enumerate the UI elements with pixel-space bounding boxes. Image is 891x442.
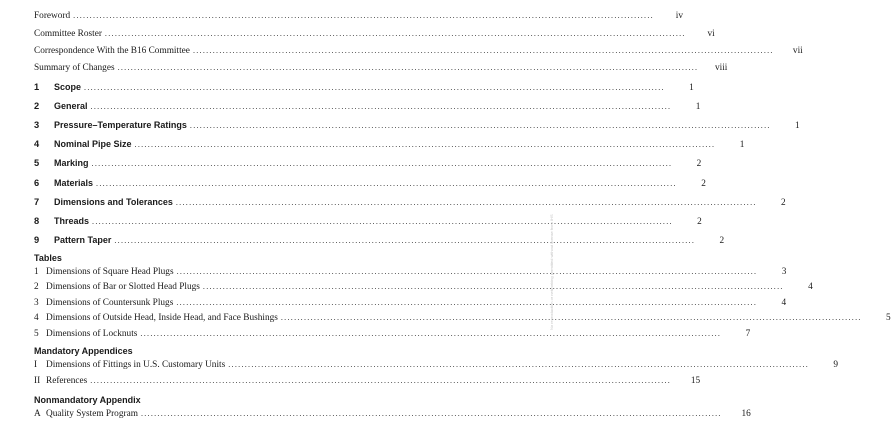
toc-entry-title: Nominal Pipe Size (54, 139, 132, 149)
toc-entry[interactable] (34, 196, 786, 209)
toc-entry-page: 4 (781, 298, 787, 308)
toc-entry-page: iv (675, 11, 683, 21)
toc-entry-number: 5 (34, 329, 39, 339)
toc-entry-page: 2 (697, 217, 702, 227)
toc-entry-title: Dimensions of Fittings in U.S. Customary Units (46, 360, 226, 370)
toc-entry-number: 5 (34, 158, 40, 168)
dot-leader (176, 297, 757, 309)
toc-entry-number: 7 (34, 197, 40, 207)
toc-entry-page: 15 (690, 376, 701, 386)
dot-leader (92, 216, 673, 228)
dot-leader (193, 45, 774, 57)
toc-entry[interactable] (34, 215, 702, 228)
toc-entry-title: Materials (54, 178, 94, 188)
toc-entry[interactable] (34, 119, 800, 132)
dot-leader (203, 281, 784, 293)
toc-entry-title: Quality System Program (46, 409, 138, 419)
toc-entry[interactable] (34, 312, 891, 324)
toc-entry[interactable] (34, 157, 702, 170)
toc-entry-title: Dimensions of Countersunk Plugs (46, 298, 174, 308)
toc-entry[interactable] (34, 138, 745, 151)
toc-entry-page: 16 (741, 409, 751, 419)
dot-leader (91, 101, 672, 113)
toc-entry-page: 3 (781, 267, 787, 277)
toc-entry-title: References (46, 376, 88, 386)
toc-entry-title: Dimensions of Locknuts (46, 329, 138, 339)
dot-leader (176, 197, 757, 209)
toc-entry-title: Dimensions of Outside Head, Inside Head, and Face Bushings (46, 313, 278, 323)
toc-entry-page: 1 (689, 83, 694, 93)
dot-leader (135, 139, 716, 151)
toc-entry[interactable] (34, 62, 728, 74)
toc-entry-number: 2 (34, 282, 39, 292)
mandatory-appendices-heading: Mandatory Appendices (34, 346, 133, 356)
toc-entry-page: 7 (745, 329, 751, 339)
toc-entry-title: Pressure–Temperature Ratings (54, 120, 187, 130)
dot-leader (114, 235, 695, 247)
toc-entry-title: Summary of Changes (34, 63, 115, 73)
toc-entry-title: Correspondence With the B16 Committee (34, 46, 190, 56)
toc-entry-page: 1 (695, 102, 701, 112)
toc-entry[interactable] (34, 266, 787, 278)
toc-entry-page: 4 (808, 282, 813, 292)
toc-entry-number: I (34, 360, 38, 370)
toc-entry-number: II (34, 376, 41, 386)
toc-entry[interactable] (34, 408, 751, 420)
toc-entry-number: 1 (34, 82, 40, 92)
toc-entry-title: Dimensions of Square Head Plugs (46, 267, 174, 277)
dot-leader (177, 266, 758, 278)
toc-entry-number: 8 (34, 216, 40, 226)
toc-entry-page: viii (714, 63, 728, 73)
toc-entry[interactable] (34, 375, 701, 387)
toc-entry-title: Dimensions of Bar or Slotted Head Plugs (46, 282, 200, 292)
dot-leader (90, 375, 671, 387)
dot-leader (140, 328, 721, 340)
toc-entry[interactable] (34, 234, 725, 247)
toc-entry[interactable] (34, 328, 751, 340)
toc-entry-number: 4 (34, 139, 40, 149)
toc-entry-page: 2 (781, 198, 786, 208)
toc-entry-page: 2 (719, 236, 725, 246)
side-watermark: No reproduction or networking permitted without license from IHS (549, 214, 554, 330)
dot-leader (96, 178, 677, 190)
toc-entry-page: 2 (701, 179, 706, 189)
toc-entry[interactable] (34, 81, 694, 94)
toc-entry-title: Dimensions and Tolerances (54, 197, 173, 207)
tables-heading: Tables (34, 253, 62, 263)
nonmandatory-appendix-heading: Nonmandatory Appendix (34, 395, 141, 405)
toc-entry-number: A (34, 409, 41, 419)
dot-leader (141, 408, 722, 420)
dot-leader (281, 312, 862, 324)
toc-entry-page: 1 (739, 140, 745, 150)
toc-entry-title: Committee Roster (34, 29, 102, 39)
toc-entry-number: 1 (34, 267, 39, 277)
toc-entry-page: 2 (696, 159, 702, 169)
toc-entry[interactable] (34, 28, 715, 40)
toc-entry-number: 3 (34, 298, 39, 308)
toc-entry-title: Scope (54, 82, 82, 92)
toc-entry[interactable] (34, 177, 706, 190)
toc-entry[interactable] (34, 100, 701, 113)
toc-entry[interactable] (34, 10, 683, 22)
toc-entry-page: vi (707, 29, 715, 39)
toc-entry-page: 9 (833, 360, 839, 370)
toc-entry-page: vii (792, 46, 803, 56)
dot-leader (84, 82, 665, 94)
toc-entry-title: Marking (54, 158, 89, 168)
toc-entry[interactable] (34, 281, 813, 293)
toc-entry-page: 1 (795, 121, 800, 131)
dot-leader (92, 158, 673, 170)
toc-entry-number: 4 (34, 313, 39, 323)
toc-entry-page: 5 (886, 313, 891, 323)
dot-leader (228, 359, 809, 371)
toc-entry[interactable] (34, 45, 803, 57)
toc-entry-number: 9 (34, 235, 40, 245)
dot-leader (118, 62, 699, 74)
toc-entry-title: Threads (54, 216, 90, 226)
toc-entry-title: General (54, 101, 88, 111)
toc-entry-number: 6 (34, 178, 40, 188)
toc-entry[interactable] (34, 297, 787, 309)
dot-leader (73, 10, 654, 22)
toc-entry-title: Pattern Taper (54, 235, 112, 245)
toc-entry[interactable] (34, 359, 839, 371)
toc-entry-title: Foreword (34, 11, 71, 21)
toc-entry-number: 3 (34, 120, 40, 130)
dot-leader (105, 28, 686, 40)
toc-entry-number: 2 (34, 101, 40, 111)
dot-leader (190, 120, 771, 132)
